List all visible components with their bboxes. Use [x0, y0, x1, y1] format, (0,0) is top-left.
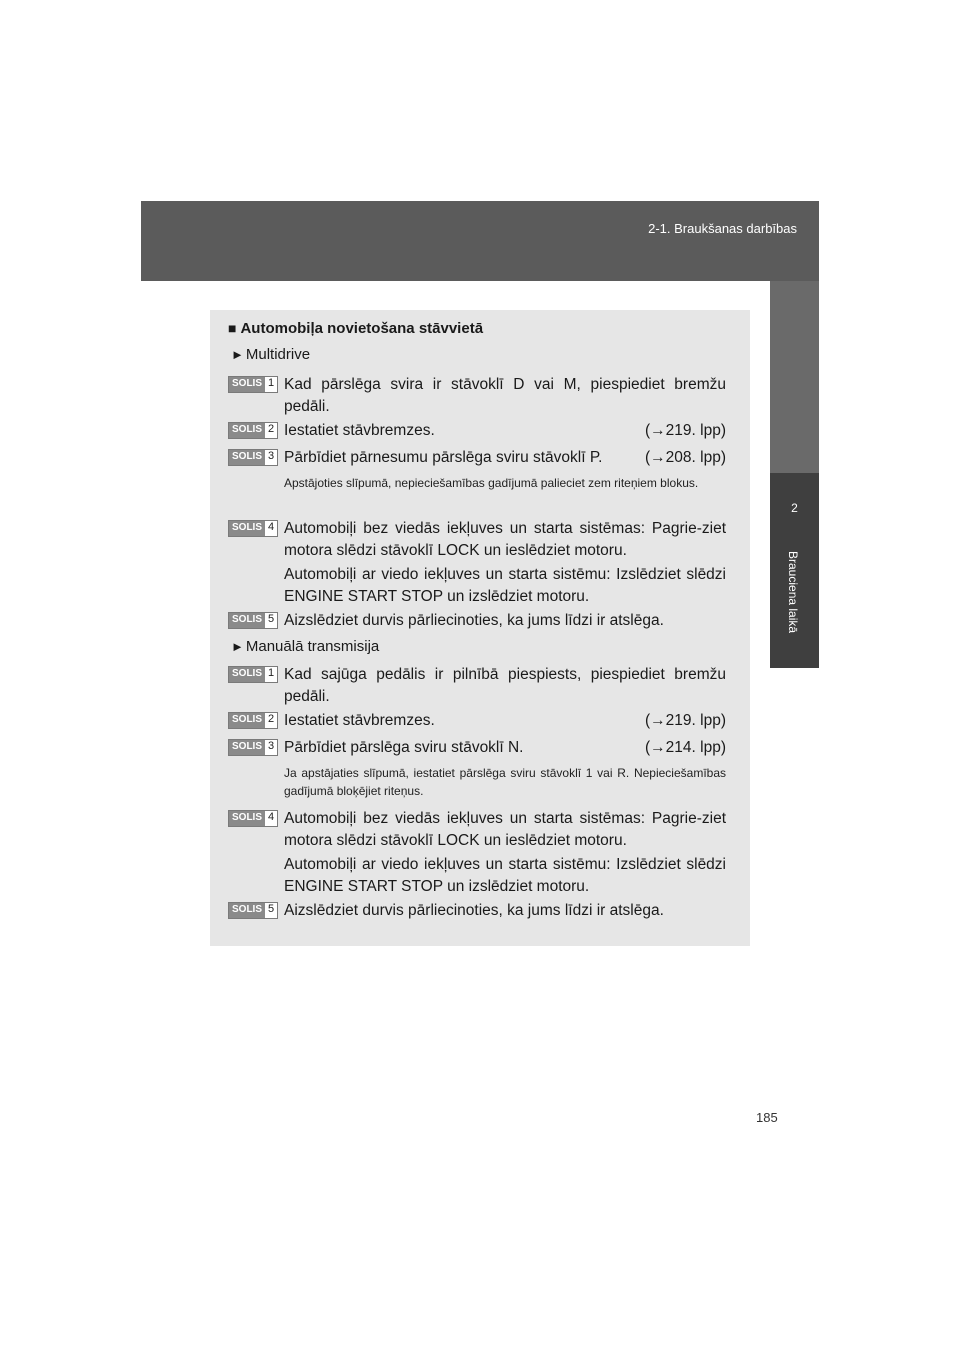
triangle-icon: ► — [231, 347, 244, 362]
step-text: Iestatiet stāvbremzes. — [284, 712, 435, 729]
badge-number: 1 — [265, 377, 277, 392]
step-badge — [228, 422, 278, 439]
step-text: Kad pārslēga svira ir stāvoklī D vai M, piespiediet bremžu pedāli. — [284, 376, 726, 415]
badge-label: SOLIS — [229, 450, 265, 465]
badge-number: 2 — [265, 423, 277, 438]
page-reference: (→208. lpp) — [645, 449, 726, 466]
square-icon: ■ — [228, 320, 237, 336]
step-text: Automobiļi bez viedās iekļuves un starta sistēmas: Pagrie-ziet motora slēdzi stāvoklī LOCK un ieslēdziet motoru. — [284, 520, 726, 559]
badge-label: SOLIS — [229, 811, 265, 826]
note-text: Ja apstājaties slīpumā, iestatiet pārslēga sviru stāvoklī 1 vai R. Nepieciešamības gadījumā bloķējiet riteņus. — [284, 766, 726, 798]
badge-number: 1 — [265, 667, 277, 682]
badge-number: 2 — [265, 713, 277, 728]
step-text: Kad sajūga pedālis ir pilnībā piespiests, piespiediet bremžu pedāli. — [284, 666, 726, 705]
step-text: Aizslēdziet durvis pārliecinoties, ka jums līdzi ir atslēga. — [284, 612, 664, 629]
step-text: Aizslēdziet durvis pārliecinoties, ka jums līdzi ir atslēga. — [284, 902, 664, 919]
side-tab — [770, 281, 819, 473]
section-title: 2-1. Braukšanas darbības — [648, 221, 797, 236]
chapter-number: 2 — [791, 501, 798, 515]
step-text-alt: Automobiļi ar viedo iekļuves un starta sistēmu: Izslēdziet slēdzi ENGINE START STOP un izslēdziet motoru. — [284, 856, 726, 895]
step-text: Pārbīdiet pārslēga sviru stāvoklī N. — [284, 739, 524, 756]
step-badge — [228, 666, 278, 683]
box-heading — [228, 320, 483, 337]
badge-label: SOLIS — [229, 521, 265, 536]
page-reference: (→219. lpp) — [645, 712, 726, 729]
group-title: Multidrive — [245, 346, 311, 363]
badge-number: 4 — [265, 521, 277, 536]
group-multidrive — [231, 346, 310, 363]
badge-number: 3 — [265, 450, 277, 465]
badge-label: SOLIS — [229, 423, 265, 438]
badge-number: 5 — [265, 903, 277, 918]
step-text-row — [284, 420, 726, 442]
chapter-tab — [770, 473, 819, 668]
badge-label: SOLIS — [229, 903, 265, 918]
step-text-row — [284, 710, 726, 732]
step-badge — [228, 612, 278, 629]
group-manual — [231, 638, 379, 655]
badge-label: SOLIS — [229, 377, 265, 392]
step-badge — [228, 902, 278, 919]
page-reference: (→214. lpp) — [645, 739, 726, 756]
note-text: Apstājoties slīpumā, nepieciešamības gadījumā palieciet zem riteņiem blokus. — [284, 476, 699, 490]
page-reference: (→219. lpp) — [645, 422, 726, 439]
header-band — [141, 201, 819, 281]
triangle-icon: ► — [231, 639, 244, 654]
badge-label: SOLIS — [229, 667, 265, 682]
heading-text: Automobiļa novietošana stāvvietā — [240, 320, 484, 337]
page-number: 185 — [756, 1110, 778, 1125]
step-badge — [228, 739, 278, 756]
step-text: Iestatiet stāvbremzes. — [284, 422, 435, 439]
step-text: Automobiļi bez viedās iekļuves un starta sistēmas: Pagrie-ziet motora slēdzi stāvoklī LOCK un ieslēdziet motoru. — [284, 810, 726, 849]
step-badge — [228, 810, 278, 827]
step-text: Pārbīdiet pārnesumu pārslēga sviru stāvoklī P. — [284, 449, 603, 466]
group-title: Manuālā transmisija — [245, 638, 380, 655]
chapter-label: Brauciena laikā — [786, 551, 800, 634]
badge-label: SOLIS — [229, 713, 265, 728]
step-badge — [228, 520, 278, 537]
badge-number: 5 — [265, 613, 277, 628]
badge-label: SOLIS — [229, 740, 265, 755]
step-badge — [228, 712, 278, 729]
badge-number: 3 — [265, 740, 277, 755]
step-badge — [228, 376, 278, 393]
step-text-alt: Automobiļi ar viedo iekļuves un starta sistēmu: Izslēdziet slēdzi ENGINE START STOP un izslēdziet motoru. — [284, 566, 726, 605]
badge-number: 4 — [265, 811, 277, 826]
step-text-row — [284, 737, 726, 759]
step-text-row — [284, 447, 726, 469]
parking-info-box — [210, 310, 750, 946]
badge-label: SOLIS — [229, 613, 265, 628]
step-badge — [228, 449, 278, 466]
